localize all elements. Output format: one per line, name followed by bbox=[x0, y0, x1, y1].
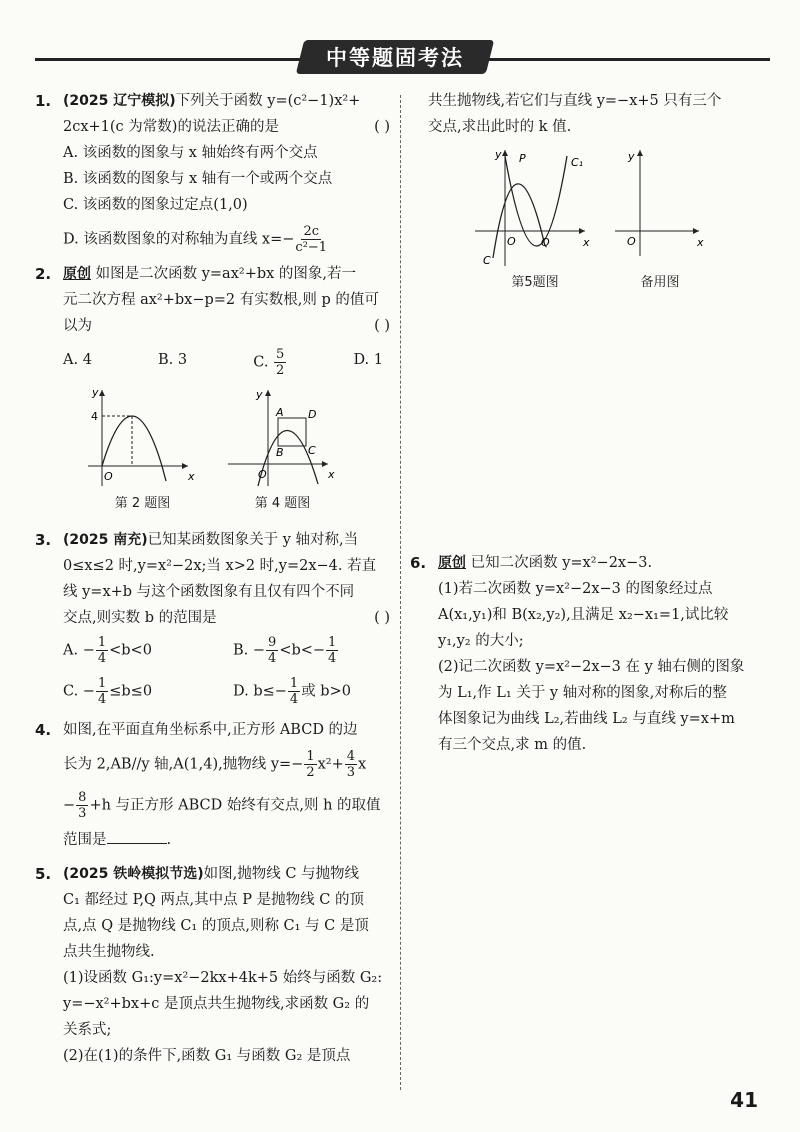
fraction bbox=[326, 635, 338, 666]
point-label-c: C bbox=[307, 444, 316, 457]
answer-paren: ( ) bbox=[374, 318, 390, 334]
opt-text: A. − bbox=[63, 642, 95, 659]
opt-text: 或 b>0 bbox=[301, 683, 351, 700]
axis-label-x: x bbox=[583, 236, 590, 249]
sub-question-1: (1)设函数 G₁:y=x²−2kx+4k+5 始终与函数 G₂: bbox=[63, 970, 383, 986]
figure-caption: 第5题图 bbox=[511, 275, 559, 290]
option-a bbox=[63, 635, 233, 666]
options bbox=[63, 347, 383, 378]
point-label-p: P bbox=[519, 152, 526, 165]
question-stem: 已知某函数图象关于 y 轴对称,当 bbox=[147, 532, 359, 548]
option-c: C. 该函数的图象过定点(1,0) bbox=[63, 197, 248, 213]
figure-q2 bbox=[88, 386, 198, 517]
question-stem: 长为 2,AB//y 轴,A(1,4),抛物线 y=− bbox=[63, 756, 304, 773]
numerator: 1 bbox=[97, 635, 107, 650]
denominator: 3 bbox=[346, 765, 356, 780]
denominator: 4 bbox=[97, 651, 107, 666]
point-label-a: A bbox=[275, 406, 284, 419]
question-5-continued bbox=[410, 88, 770, 140]
axis-label-y: y bbox=[628, 150, 635, 163]
numerator: 1 bbox=[97, 676, 107, 691]
sub-question-1: y=−x²+bx+c 是顶点共生抛物线,求函数 G₂ 的 bbox=[63, 996, 370, 1012]
question-stem: 2cx+1(c 为常数)的说法正确的是 bbox=[63, 119, 279, 135]
origin-label: O bbox=[103, 470, 113, 483]
origin-label: O bbox=[257, 468, 267, 481]
point-label-d: D bbox=[307, 408, 316, 421]
spare-axes bbox=[615, 146, 705, 271]
curve-label-c1: C₁ bbox=[571, 156, 584, 169]
option-d bbox=[233, 676, 403, 707]
question-stem: 点,点 Q 是抛物线 C₁ 的顶点,则称 C₁ 与 C 是顶 bbox=[63, 918, 369, 934]
question-stem: 如图是二次函数 y=ax²+bx 的图象,若一 bbox=[95, 266, 357, 282]
sub-question-2: (2)在(1)的条件下,函数 G₁ 与函数 G₂ 是顶点 bbox=[63, 1048, 351, 1064]
question-stem: 交点,则实数 b 的范围是 bbox=[63, 610, 217, 626]
source-tag: (2025 南充) bbox=[63, 532, 148, 548]
section-title-badge bbox=[296, 40, 494, 74]
answer-paren: ( ) bbox=[374, 610, 390, 626]
fraction bbox=[304, 749, 316, 780]
denominator: 4 bbox=[289, 692, 299, 707]
question-stem: 元二次方程 ax²+bx−p=2 有实数根,则 p 的值可 bbox=[63, 292, 379, 308]
axis-label-x: x bbox=[187, 470, 195, 483]
sub-question-1: A(x₁,y₁)和 B(x₂,y₂),且满足 x₂−x₁=1,试比较 bbox=[438, 607, 729, 623]
question-stem: 以为 bbox=[63, 318, 92, 334]
point-label-b: B bbox=[275, 446, 284, 459]
right-column bbox=[410, 88, 770, 753]
source-tag: (2025 铁岭模拟节选) bbox=[63, 866, 204, 882]
section-title: 中等题固考法 bbox=[326, 46, 464, 70]
numerator: 4 bbox=[346, 749, 356, 764]
fraction bbox=[295, 224, 327, 255]
question-number: 5. bbox=[35, 865, 52, 883]
question-4 bbox=[35, 717, 390, 853]
axis-label-y: y bbox=[91, 386, 99, 399]
parabola-graph bbox=[88, 386, 198, 491]
denominator: 4 bbox=[97, 692, 107, 707]
sub-question-2: (2)记二次函数 y=x²−2x−3 在 y 轴右侧的图象 bbox=[438, 659, 745, 675]
denominator: c²−1 bbox=[295, 240, 328, 255]
left-column bbox=[35, 88, 390, 1073]
option-b: B. 3 bbox=[158, 352, 188, 368]
answer-blank[interactable] bbox=[107, 829, 167, 844]
fraction bbox=[345, 749, 357, 780]
option-c-label: C. bbox=[253, 354, 269, 371]
question-stem: 点共生抛物线. bbox=[63, 944, 155, 960]
opt-text: C. − bbox=[63, 683, 95, 700]
sub-question-2: 共生抛物线,若它们与直线 y=−x+5 只有三个 bbox=[428, 93, 722, 109]
fraction bbox=[96, 635, 108, 666]
question-stem: 如图,抛物线 C 与抛物线 bbox=[203, 866, 360, 882]
figure-spare bbox=[615, 146, 705, 290]
figure-caption: 第 2 题图 bbox=[114, 496, 171, 511]
question-stem: 0≤x≤2 时,y=x²−2x;当 x>2 时,y=2x−4. 若直 bbox=[63, 558, 377, 574]
question-stem: 已知二次函数 y=x²−2x−3. bbox=[470, 555, 653, 571]
figure-caption: 备用图 bbox=[640, 275, 680, 290]
original-tag: 原创 bbox=[63, 266, 91, 282]
opt-text: ≤b≤0 bbox=[109, 683, 153, 700]
option-a: A. 该函数的图象与 x 轴始终有两个交点 bbox=[63, 145, 318, 161]
option-d-text: D. 该函数图象的对称轴为直线 x=− bbox=[63, 231, 295, 248]
figure-row bbox=[35, 386, 390, 517]
question-stem: − bbox=[63, 797, 76, 814]
point-label-q: Q bbox=[541, 236, 550, 249]
question-number: 1. bbox=[35, 92, 52, 110]
sub-question-1: y₁,y₂ 的大小; bbox=[438, 633, 524, 649]
option-d bbox=[63, 224, 390, 255]
axis-label-x: x bbox=[697, 236, 704, 249]
opt-text: D. b≤− bbox=[233, 683, 287, 700]
sub-question-2: 为 L₁,作 L₁ 关于 y 轴对称的图象,对称后的整 bbox=[438, 685, 727, 701]
sub-question-2: 有三个交点,求 m 的值. bbox=[438, 737, 587, 753]
numerator: 8 bbox=[78, 790, 87, 805]
figure-q5 bbox=[475, 146, 595, 290]
question-stem: 如图,在平面直角坐标系中,正方形 ABCD 的边 bbox=[63, 722, 358, 738]
figure-caption: 第 4 题图 bbox=[254, 496, 311, 511]
fraction bbox=[96, 676, 108, 707]
question-stem: x bbox=[358, 756, 367, 773]
question-stem: 范围是 bbox=[63, 832, 107, 848]
question-stem: 下列关于函数 y=(c²−1)x²+ bbox=[175, 93, 361, 109]
sub-question-2: 交点,求出此时的 k 值. bbox=[428, 119, 572, 135]
question-1 bbox=[35, 88, 390, 255]
origin-label: O bbox=[507, 235, 516, 248]
curve-label-c: C bbox=[483, 254, 491, 267]
co-vertex-parabolas-graph bbox=[475, 146, 595, 271]
question-stem: +h 与正方形 ABCD 始终有交点,则 h 的取值 bbox=[89, 797, 381, 814]
numerator: 9 bbox=[268, 635, 277, 650]
option-a: A. 4 bbox=[63, 352, 92, 368]
option-b: B. 该函数的图象与 x 轴有一个或两个交点 bbox=[63, 171, 333, 187]
question-number: 4. bbox=[35, 721, 52, 739]
sub-question-1: 关系式; bbox=[63, 1022, 112, 1038]
origin-label: O bbox=[627, 235, 636, 248]
opt-text: B. − bbox=[233, 642, 266, 659]
question-stem: C₁ 都经过 P,Q 两点,其中点 P 是抛物线 C 的顶 bbox=[63, 892, 364, 908]
numerator: 1 bbox=[328, 635, 337, 650]
axis-label-y: y bbox=[255, 388, 263, 401]
parabola-square-graph bbox=[228, 386, 338, 491]
fraction bbox=[266, 635, 278, 666]
opt-text: <b<− bbox=[279, 642, 326, 659]
question-number: 6. bbox=[410, 554, 427, 572]
denominator: 2 bbox=[306, 765, 315, 780]
question-stem: 线 y=x+b 与这个函数图象有且仅有四个不同 bbox=[63, 584, 355, 600]
sub-question-1: (1)若二次函数 y=x²−2x−3 的图象经过点 bbox=[438, 581, 713, 597]
numerator: 1 bbox=[306, 749, 315, 764]
denominator: 2 bbox=[276, 363, 285, 378]
question-number: 2. bbox=[35, 265, 52, 283]
axis-label-y: y bbox=[495, 148, 502, 161]
option-b bbox=[233, 635, 403, 666]
denominator: 3 bbox=[78, 806, 87, 821]
figure-row-q5 bbox=[410, 146, 770, 290]
denominator: 4 bbox=[328, 651, 337, 666]
option-d: D. 1 bbox=[353, 352, 383, 368]
question-stem: . bbox=[166, 832, 172, 848]
numerator: 2c bbox=[303, 224, 320, 239]
question-stem: x²+ bbox=[317, 756, 344, 773]
options bbox=[63, 635, 390, 707]
option-c bbox=[63, 676, 233, 707]
original-tag: 原创 bbox=[438, 555, 466, 571]
figure-q4 bbox=[228, 386, 338, 517]
column-divider bbox=[400, 95, 401, 1090]
tick-label-4: 4 bbox=[90, 410, 98, 423]
numerator: 5 bbox=[276, 347, 285, 362]
question-2 bbox=[35, 261, 390, 517]
denominator: 4 bbox=[268, 651, 277, 666]
fraction bbox=[288, 676, 300, 707]
answer-paren: ( ) bbox=[374, 119, 390, 135]
option-c bbox=[253, 347, 287, 378]
sub-question-2: 体图象记为曲线 L₂,若曲线 L₂ 与直线 y=x+m bbox=[438, 711, 735, 727]
question-6 bbox=[410, 550, 798, 758]
question-5 bbox=[35, 861, 390, 1069]
axis-label-x: x bbox=[327, 468, 335, 481]
numerator: 1 bbox=[289, 676, 299, 691]
source-tag: (2025 辽宁模拟) bbox=[63, 93, 176, 109]
opt-text: <b<0 bbox=[109, 642, 152, 659]
fraction bbox=[76, 790, 88, 821]
page-number: 41 bbox=[730, 1088, 758, 1112]
question-3 bbox=[35, 527, 390, 707]
fraction bbox=[274, 347, 286, 378]
question-number: 3. bbox=[35, 531, 52, 549]
